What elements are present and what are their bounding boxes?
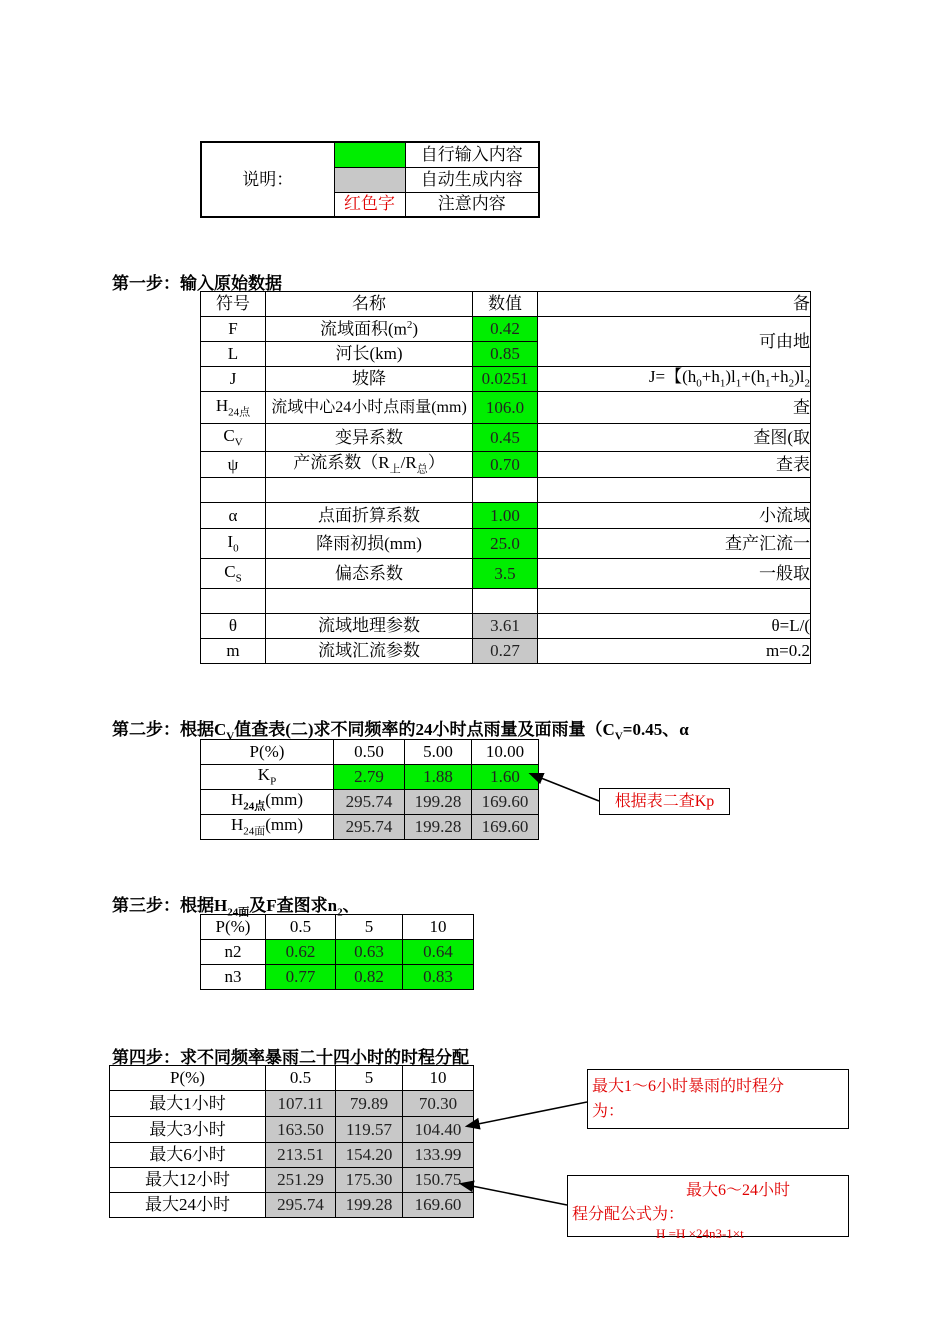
step4-cell: 150.75 — [403, 1168, 474, 1193]
step4-cell: 251.29 — [266, 1168, 336, 1193]
value-m: 0.27 — [473, 639, 538, 664]
sym-F: F — [201, 317, 266, 342]
step3-p-2: 10 — [403, 915, 474, 940]
step4-cell: 213.51 — [266, 1143, 336, 1168]
arrow-note1 — [478, 1102, 587, 1124]
step3-n3-2[interactable]: 0.83 — [403, 965, 474, 990]
legend-row1-text: 自行输入内容 — [405, 142, 539, 167]
step4-row-label: 最大3小时 — [110, 1117, 266, 1143]
step4-cell: 163.50 — [266, 1117, 336, 1143]
step4-cell: 119.57 — [336, 1117, 403, 1143]
header-symbol: 符号 — [201, 292, 266, 317]
value-I0[interactable]: 25.0 — [473, 529, 538, 559]
remark-F-L: 可由地 — [538, 317, 811, 367]
name-Cs: 偏态系数 — [266, 559, 473, 589]
step4-cell: 154.20 — [336, 1143, 403, 1168]
step3-n3-0[interactable]: 0.77 — [266, 965, 336, 990]
step4-cell: 169.60 — [403, 1193, 474, 1218]
legend-red-text: 红色字 — [334, 192, 405, 217]
step2-hpoint-2: 169.60 — [472, 790, 539, 815]
sym-psi: ψ — [201, 452, 266, 478]
step4-row-label: 最大12小时 — [110, 1168, 266, 1193]
value-H24[interactable]: 106.0 — [473, 392, 538, 424]
step4-cell: 133.99 — [403, 1143, 474, 1168]
remark-Cs: 一般取 — [538, 559, 811, 589]
step4-p-0: 0.5 — [266, 1066, 336, 1091]
step4-title: 第四步：求不同频率暴雨二十四小时的时程分配 — [112, 1048, 469, 1067]
name-m: 流域汇流参数 — [266, 639, 473, 664]
step3-n3-1[interactable]: 0.82 — [336, 965, 403, 990]
remark-m: m=0.2 — [538, 639, 811, 664]
step4-note1-line1: 最大1～6小时暴雨的时程分 — [592, 1078, 785, 1095]
step3-n2-1[interactable]: 0.63 — [336, 940, 403, 965]
name-J: 坡降 — [266, 367, 473, 392]
value-Cs[interactable]: 3.5 — [473, 559, 538, 589]
step4-row-label: 最大24小时 — [110, 1193, 266, 1218]
step4-cell: 79.89 — [336, 1091, 403, 1117]
step4-p-1: 5 — [336, 1066, 403, 1091]
step4-note2-line1: 最大6～24小时 — [686, 1182, 791, 1199]
sym-m: m — [201, 639, 266, 664]
step2-harea-1: 199.28 — [405, 815, 472, 840]
step3-p-0: 0.5 — [266, 915, 336, 940]
arrow-note2 — [472, 1186, 567, 1205]
remark-I0: 查产汇流一 — [538, 529, 811, 559]
remark-psi: 查表 — [538, 452, 811, 478]
legend-row3-text: 注意内容 — [405, 192, 539, 217]
step2-harea-label: $H_{24面}(mm)$ — [201, 815, 334, 840]
name-L: 河长(km) — [266, 342, 473, 367]
arrow-kp — [541, 778, 599, 801]
step4-cell: 104.40 — [403, 1117, 474, 1143]
step2-harea-0: 295.74 — [334, 815, 405, 840]
step2-p-0: 0.50 — [334, 740, 405, 765]
step2-kp-2[interactable]: 1.60 — [472, 765, 539, 790]
remark-theta: θ=L/( — [538, 614, 811, 639]
step1-title: 第一步：输入原始数据 — [112, 274, 282, 293]
name-H24: 流域中心24小时点雨量(mm) — [266, 392, 473, 424]
sym-L: L — [201, 342, 266, 367]
remark-J: J=【$(h_0+h_1)l_1+(h_1+h_2)l_2$ — [538, 367, 811, 392]
sym-J: J — [201, 367, 266, 392]
step3-n2-2[interactable]: 0.64 — [403, 940, 474, 965]
step2-hpoint-0: 295.74 — [334, 790, 405, 815]
header-name: 名称 — [266, 292, 473, 317]
step2-hpoint-label: $H_{24点}(mm)$ — [201, 790, 334, 815]
legend-label: 说明： — [201, 142, 334, 217]
value-theta: 3.61 — [473, 614, 538, 639]
step2-title: 第二步：根据$C_V$值查表(二)求不同频率的24小时点雨量及面雨量（$C_V=0.45$、α — [112, 720, 689, 743]
step2-note-box: 根据表二查Kp — [599, 788, 730, 815]
value-alpha[interactable]: 1.00 — [473, 503, 538, 529]
sym-H24: $H_{24点}$ — [201, 392, 266, 424]
step2-kp-0[interactable]: 2.79 — [334, 765, 405, 790]
value-J[interactable]: 0.0251 — [473, 367, 538, 392]
step4-cell: 199.28 — [336, 1193, 403, 1218]
name-psi: 产流系数$(R_上/R_总)$ — [266, 452, 473, 478]
legend-row2-text: 自动生成内容 — [405, 167, 539, 192]
step3-n3-label: n3 — [201, 965, 266, 990]
remark-alpha: 小流域 — [538, 503, 811, 529]
step4-p-label: P(%) — [110, 1066, 266, 1091]
step4-p-2: 10 — [403, 1066, 474, 1091]
name-theta: 流域地理参数 — [266, 614, 473, 639]
remark-H24: 查 — [538, 392, 811, 424]
value-Cv[interactable]: 0.45 — [473, 424, 538, 452]
step4-row-label: 最大6小时 — [110, 1143, 266, 1168]
sym-alpha: α — [201, 503, 266, 529]
step4-row-label: 最大1小时 — [110, 1091, 266, 1117]
step4-note2-formula: H =H ×24n3-1×t — [656, 1226, 744, 1241]
step2-p-label: P(%) — [201, 740, 334, 765]
step2-hpoint-1: 199.28 — [405, 790, 472, 815]
step2-p-1: 5.00 — [405, 740, 472, 765]
step4-cell: 107.11 — [266, 1091, 336, 1117]
step3-n2-0[interactable]: 0.62 — [266, 940, 336, 965]
step2-kp-label: $K_P$ — [201, 765, 334, 790]
step3-p-1: 5 — [336, 915, 403, 940]
step4-note1-line2: 为： — [592, 1103, 625, 1120]
step4-cell: 295.74 — [266, 1193, 336, 1218]
value-F[interactable]: 0.42 — [473, 317, 538, 342]
header-value: 数值 — [473, 292, 538, 317]
value-psi[interactable]: 0.70 — [473, 452, 538, 478]
step4-cell: 70.30 — [403, 1091, 474, 1117]
header-remark: 备 — [538, 292, 811, 317]
step3-p-label: P(%) — [201, 915, 266, 940]
step4-cell: 175.30 — [336, 1168, 403, 1193]
name-Cv: 变异系数 — [266, 424, 473, 452]
value-L[interactable]: 0.85 — [473, 342, 538, 367]
sym-theta: θ — [201, 614, 266, 639]
name-alpha: 点面折算系数 — [266, 503, 473, 529]
step2-p-2: 10.00 — [472, 740, 539, 765]
step2-harea-2: 169.60 — [472, 815, 539, 840]
step2-kp-1[interactable]: 1.88 — [405, 765, 472, 790]
step3-n2-label: n2 — [201, 940, 266, 965]
sym-Cs: $C_S$ — [201, 559, 266, 589]
name-I0: 降雨初损(mm) — [266, 529, 473, 559]
step4-note2-line2: 程分配公式为： — [572, 1206, 685, 1223]
name-F: 流域面积$(m^2)$ — [266, 317, 473, 342]
sym-I0: $I_0$ — [201, 529, 266, 559]
remark-Cv: 查图(取 — [538, 424, 811, 452]
sym-Cv: $C_V$ — [201, 424, 266, 452]
step3-title: 第三步：根据$H_{24面}$及F查图求$n_2$、 — [112, 896, 360, 919]
